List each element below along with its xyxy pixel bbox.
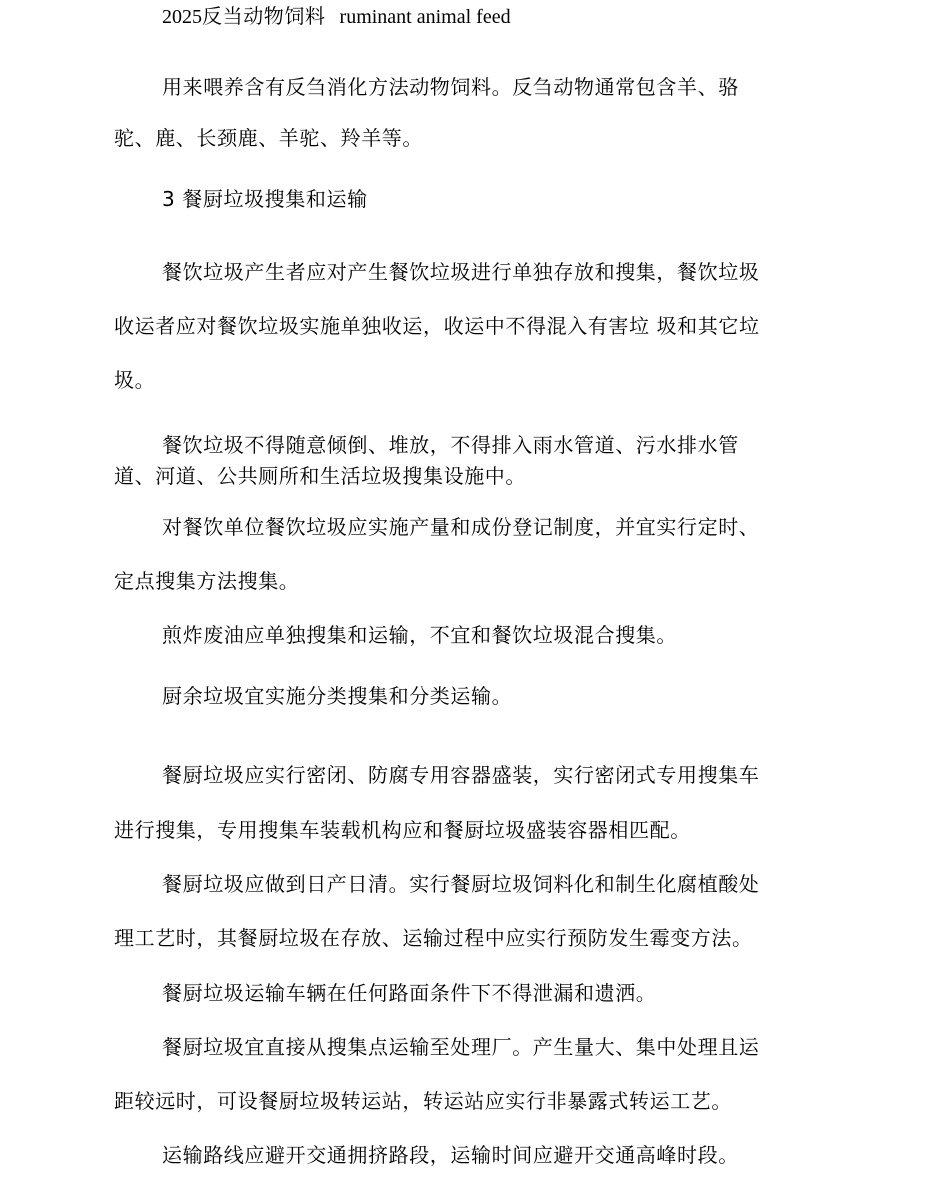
paragraph-line: 餐饮垃圾不得随意倾倒、堆放，不得排入雨水管道、污水排水管 [162,433,739,457]
paragraph-line: 餐厨垃圾宜直接从搜集点运输至处理厂。产生量大、集中处理且运 [162,1035,760,1059]
paragraph-line: 餐厨垃圾应实行密闭、防腐专用容器盛装，实行密闭式专用搜集车 [162,763,760,787]
paragraph-line: 收运者应对餐饮垃圾实施单独收运，收运中不得混入有害垃 圾和其它垃 [114,314,760,338]
paragraph-line: 餐饮垃圾产生者应对产生餐饮垃圾进行单独存放和搜集，餐饮垃圾 [162,260,760,284]
paragraph-line: 进行搜集，专用搜集车装载机构应和餐厨垃圾盛装容器相匹配。 [114,818,691,842]
paragraph-line: 距较远时，可设餐厨垃圾转运站，转运站应实行非暴露式转运工艺。 [114,1089,732,1113]
paragraph-line: 理工艺时，其餐厨垃圾在存放、运输过程中应实行预防发生霉变方法。 [114,926,753,950]
term-number: 2025 [162,6,202,28]
paragraph-line: 运输路线应避开交通拥挤路段，运输时间应避开交通高峰时段。 [162,1143,739,1167]
term-english: ruminant animal feed [339,6,511,28]
term-chinese: 反当动物饲料 [202,4,326,28]
section-heading: 3 餐厨垃圾搜集和运输 [162,187,368,211]
paragraph-line: 对餐饮单位餐饮垃圾应实施产量和成份登记制度，并宜实行定时、 [162,515,760,539]
paragraph-line: 驼、鹿、长颈鹿、羊驼、羚羊等。 [114,126,423,150]
paragraph-line: 用来喂养含有反刍消化方法动物饲料。反刍动物通常包含羊、骆 [162,75,739,99]
paragraph-line: 餐厨垃圾运输车辆在任何路面条件下不得泄漏和遗洒。 [162,981,657,1005]
paragraph-line: 煎炸废油应单独搜集和运输，不宜和餐饮垃圾混合搜集。 [162,623,677,647]
paragraph-line: 厨余垃圾宜实施分类搜集和分类运输。 [162,684,513,708]
paragraph-line: 定点搜集方法搜集。 [114,569,300,593]
paragraph-line: 圾。 [114,368,156,392]
paragraph-line: 道、河道、公共厕所和生活垃圾搜集设施中。 [114,464,526,488]
paragraph-line: 餐厨垃圾应做到日产日清。实行餐厨垃圾饲料化和制生化腐植酸处 [162,872,760,896]
term-heading-2025 [162,4,511,29]
